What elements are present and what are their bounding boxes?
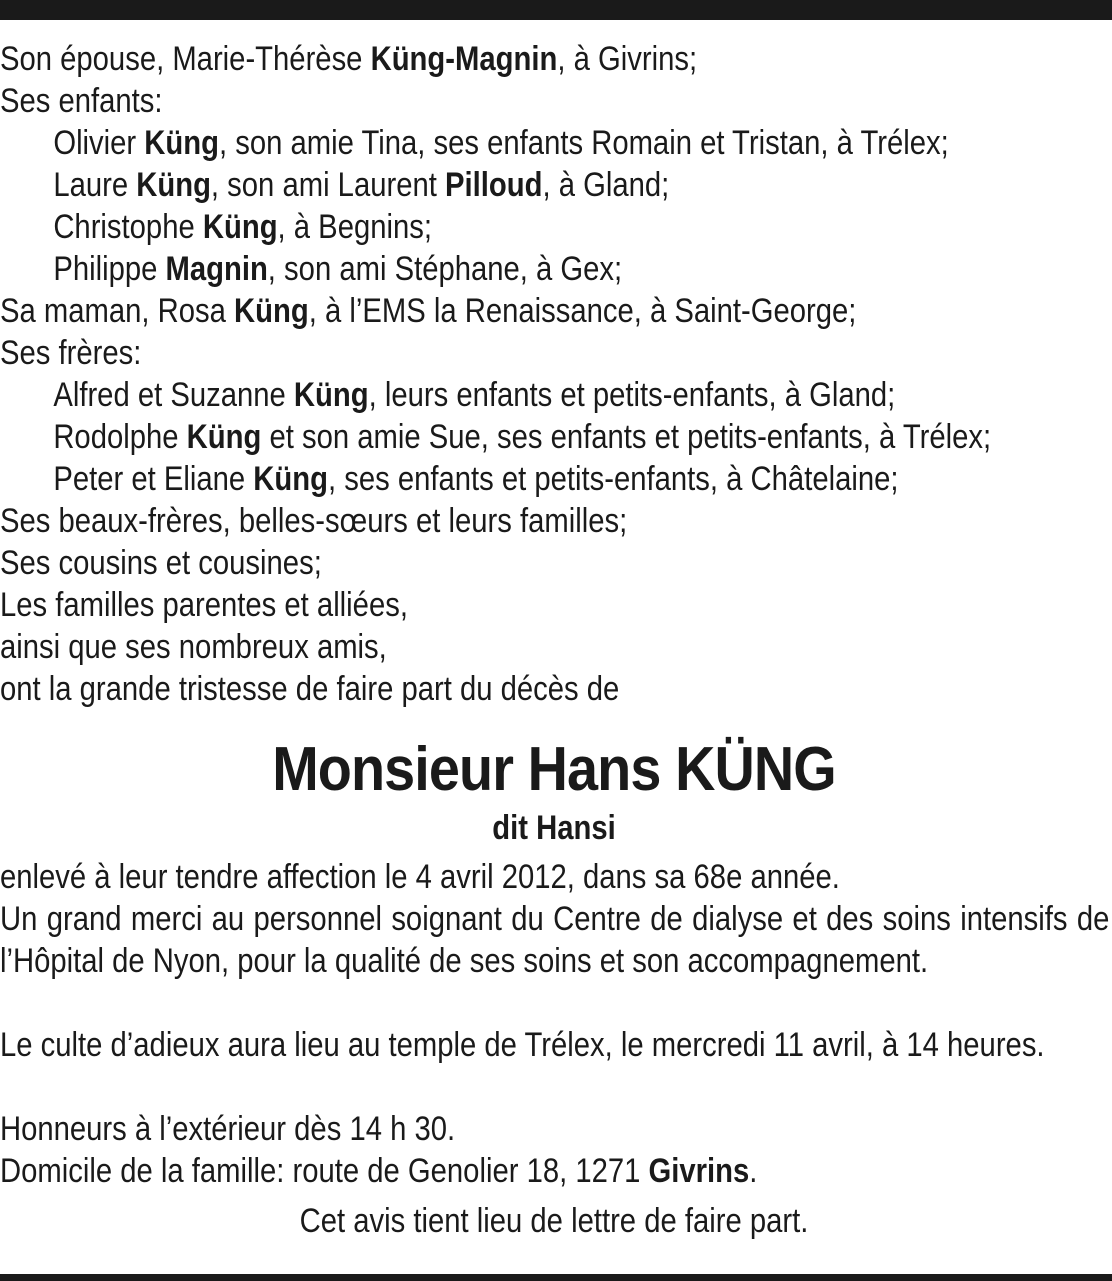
family-line	[0, 374, 1112, 416]
family-surname: Küng	[202, 208, 278, 246]
closing-note: Cet avis tient lieu de lettre de faire part.	[299, 1202, 809, 1240]
family-surname: Küng-Magnin	[370, 40, 558, 78]
family-surname: Küng	[136, 166, 211, 204]
family-line	[0, 38, 1108, 80]
family-text: Ses enfants:	[0, 82, 163, 120]
family-line	[0, 122, 1112, 164]
family-surname: Pilloud	[444, 166, 543, 204]
honours-text: Honneurs à l’extérieur dès 14 h 30.	[0, 1110, 456, 1148]
family-surname: Küng	[234, 292, 309, 330]
family-text: Alfred et Suzanne	[53, 376, 294, 414]
family-line	[0, 206, 1112, 248]
service-text: Le culte d’adieux aura lieu au temple de Trélex, le mercredi 11 avril, à 14 heures.	[0, 1026, 1045, 1064]
passing-paragraph	[0, 856, 1108, 898]
family-text: Ses frères:	[0, 334, 142, 372]
family-text: Sa maman, Rosa	[0, 292, 235, 330]
family-surname: Magnin	[165, 250, 268, 288]
family-text: , à Begnins;	[277, 208, 432, 246]
family-text: Olivier	[53, 124, 145, 162]
family-line	[0, 542, 1108, 584]
family-text: Ses beaux-frères, belles-sœurs et leurs familles;	[0, 502, 628, 540]
family-text: , son amie Tina, ses enfants Romain et Tristan, à Trélex;	[219, 124, 949, 162]
obituary-notice	[0, 38, 1108, 1242]
family-text: , son ami Laurent	[210, 166, 445, 204]
deceased-nickname: dit Hansi	[492, 809, 616, 847]
domicile-paragraph	[0, 1150, 1108, 1192]
family-text: ont la grande tristesse de faire part du décès de	[0, 670, 620, 708]
family-text: Christophe	[53, 208, 203, 246]
family-text: , à Givrins;	[557, 40, 698, 78]
deceased-name: Monsieur Hans KÜNG	[272, 735, 836, 804]
family-list	[0, 38, 1108, 710]
family-line	[0, 626, 1108, 668]
family-text: Ses cousins et cousines;	[0, 544, 322, 582]
domicile-text	[0, 1150, 1109, 1192]
honours-paragraph	[0, 1108, 1108, 1150]
family-line	[0, 584, 1108, 626]
family-line	[0, 248, 1112, 290]
passing-text: enlevé à leur tendre affection le 4 avril 2012, dans sa 68e année.	[0, 858, 840, 896]
family-text: Les familles parentes et alliées,	[0, 586, 408, 624]
family-text: , à l’EMS la Renaissance, à Saint-George;	[308, 292, 857, 330]
family-line	[0, 458, 1112, 500]
family-text: ainsi que ses nombreux amis,	[0, 628, 387, 666]
family-text: , leurs enfants et petits-enfants, à Gland;	[368, 376, 896, 414]
domicile-suffix: .	[749, 1152, 758, 1190]
family-surname: Küng	[253, 460, 328, 498]
family-text: Son épouse, Marie-Thérèse	[0, 40, 371, 78]
thanks-paragraph	[0, 898, 1108, 1024]
family-text: , son ami Stéphane, à Gex;	[267, 250, 623, 288]
family-line	[0, 290, 1108, 332]
domicile-address: Domicile de la famille: route de Genolier 18, 1271	[0, 1152, 649, 1190]
family-text: Philippe	[53, 250, 166, 288]
family-text: Rodolphe	[53, 418, 187, 456]
family-line	[0, 668, 1108, 710]
domicile-town: Givrins	[648, 1152, 750, 1190]
family-line	[0, 332, 1108, 374]
family-text: Laure	[53, 166, 137, 204]
family-line	[0, 416, 1112, 458]
family-surname: Küng	[293, 376, 369, 414]
family-text: et son amie Sue, ses enfants et petits-enfants, à Trélex;	[261, 418, 992, 456]
family-text: Peter et Eliane	[53, 460, 254, 498]
bottom-rule	[0, 1274, 1112, 1281]
thanks-text: Un grand merci au personnel soignant du Centre de dialyse et des soins intensifs de l’Hôpital de Nyon, pour la qualité de ses soins et son accompagnement.	[0, 900, 1110, 980]
family-text: , ses enfants et petits-enfants, à Châtelaine;	[327, 460, 899, 498]
top-rule	[0, 0, 1112, 20]
family-surname: Küng	[144, 124, 220, 162]
family-text: , à Gland;	[542, 166, 670, 204]
family-line	[0, 500, 1108, 542]
family-surname: Küng	[186, 418, 262, 456]
service-paragraph	[0, 1024, 1108, 1108]
family-line	[0, 80, 1108, 122]
family-line	[0, 164, 1112, 206]
